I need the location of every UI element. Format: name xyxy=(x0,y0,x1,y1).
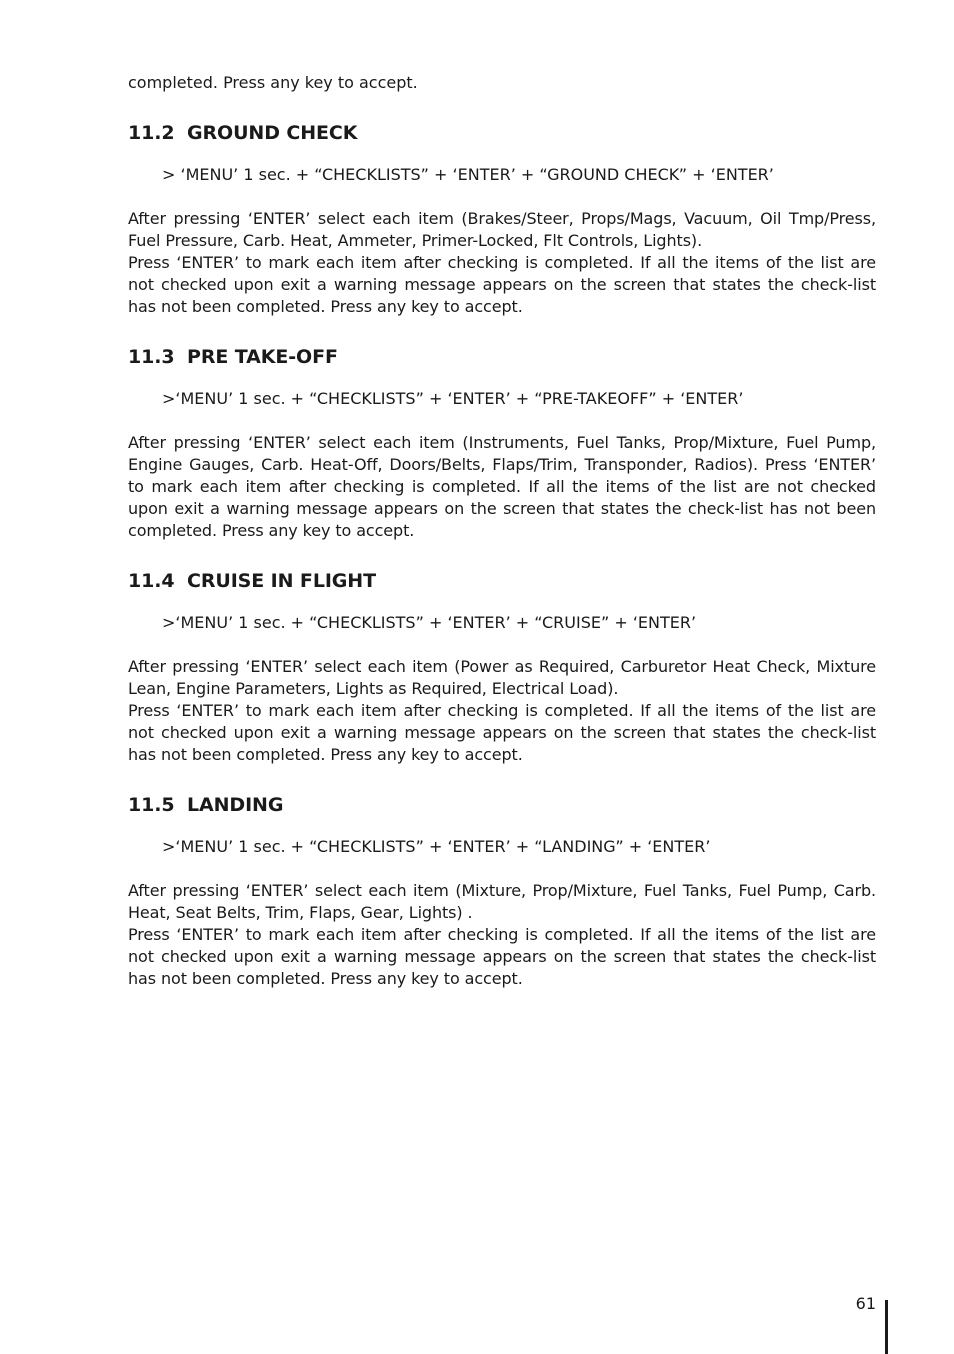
section-cruise-in-flight xyxy=(128,568,876,766)
page-edge-bar xyxy=(885,1300,888,1354)
body-paragraph: After pressing ‘ENTER’ select each item (Instruments, Fuel Tanks, Prop/Mixture, Fuel Pump, Engine Gauges, Carb. Heat-Off, Doors/Belts, Flaps/Trim, Transponder, Radios). Press ‘ENTER’ to mark each item after checking is completed. If all the items of the list are not checked upon exit a warning message appears on the screen that states the check-list has not been completed. Press any key to accept. xyxy=(128,433,876,540)
page-number: 61 xyxy=(855,1294,876,1313)
section-title: LANDING xyxy=(187,794,284,816)
section-title: CRUISE IN FLIGHT xyxy=(187,570,376,592)
section-title: GROUND CHECK xyxy=(187,122,358,144)
menu-command: > ‘MENU’ 1 sec. + “CHECKLISTS” + ‘ENTER’ + “GROUND CHECK” + ‘ENTER’ xyxy=(162,165,774,184)
document-body xyxy=(128,72,876,1016)
section-number: 11.5 xyxy=(128,794,175,816)
body-paragraph: After pressing ‘ENTER’ select each item (Power as Required, Carburetor Heat Check, Mixture Lean, Engine Parameters, Lights as Required, Electrical Load). xyxy=(128,657,876,698)
section-number: 11.2 xyxy=(128,122,175,144)
body-paragraph: Press ‘ENTER’ to mark each item after checking is completed. If all the items of the list are not checked upon exit a warning message appears on the screen that states the check-list has not been completed. Press any key to accept. xyxy=(128,701,876,764)
body-paragraph: Press ‘ENTER’ to mark each item after checking is completed. If all the items of the list are not checked upon exit a warning message appears on the screen that states the check-list has not been completed. Press any key to accept. xyxy=(128,925,876,988)
menu-command: >‘MENU’ 1 sec. + “CHECKLISTS” + ‘ENTER’ + “PRE-TAKEOFF” + ‘ENTER’ xyxy=(162,389,744,408)
body-paragraph: After pressing ‘ENTER’ select each item (Brakes/Steer, Props/Mags, Vacuum, Oil Tmp/Press, Fuel Pressure, Carb. Heat, Ammeter, Primer-Locked, Flt Controls, Lights). xyxy=(128,209,876,250)
section-heading xyxy=(128,344,876,370)
section-ground-check xyxy=(128,120,876,318)
section-landing xyxy=(128,792,876,990)
section-title: PRE TAKE-OFF xyxy=(187,346,338,368)
body-paragraph: Press ‘ENTER’ to mark each item after checking is completed. If all the items of the list are not checked upon exit a warning message appears on the screen that states the check-list has not been completed. Press any key to accept. xyxy=(128,253,876,316)
body-paragraph: After pressing ‘ENTER’ select each item (Mixture, Prop/Mixture, Fuel Tanks, Fuel Pump, Carb. Heat, Seat Belts, Trim, Flaps, Gear, Lights) . xyxy=(128,881,876,922)
menu-command: >‘MENU’ 1 sec. + “CHECKLISTS” + ‘ENTER’ + “CRUISE” + ‘ENTER’ xyxy=(162,613,697,632)
section-heading xyxy=(128,120,876,146)
section-number: 11.3 xyxy=(128,346,175,368)
lead-paragraph: completed. Press any key to accept. xyxy=(128,73,418,92)
section-number: 11.4 xyxy=(128,570,175,592)
section-heading xyxy=(128,792,876,818)
section-pre-take-off xyxy=(128,344,876,542)
section-heading xyxy=(128,568,876,594)
menu-command: >‘MENU’ 1 sec. + “CHECKLISTS” + ‘ENTER’ + “LANDING” + ‘ENTER’ xyxy=(162,837,711,856)
